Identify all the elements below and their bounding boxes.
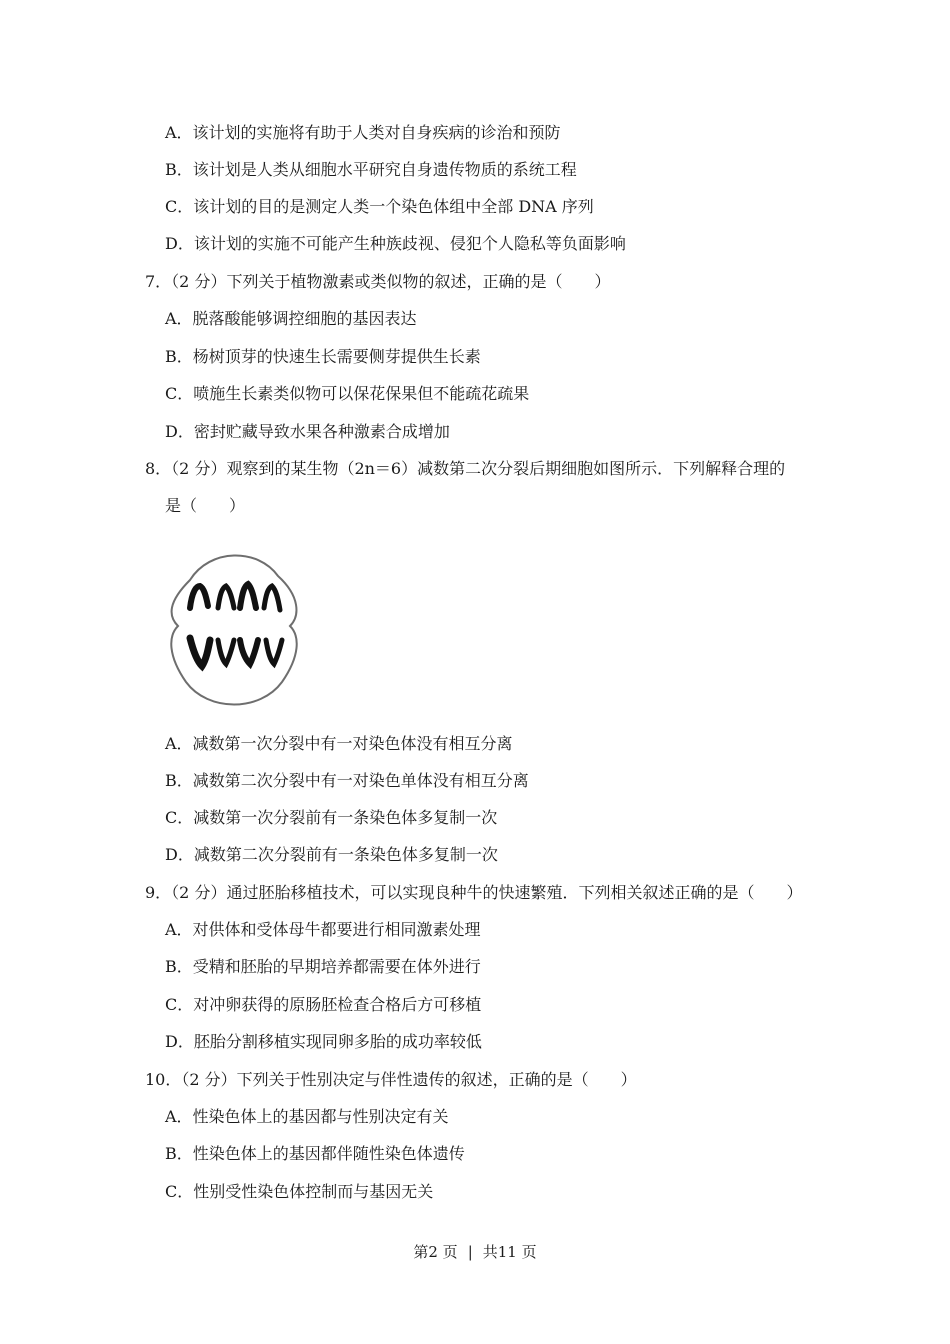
q8-option-b: B．减数第二次分裂中有一对染色单体没有相互分离	[165, 771, 529, 790]
q10-option-b: B．性染色体上的基因都伴随性染色体遗传	[165, 1144, 465, 1163]
page-footer	[0, 1242, 950, 1262]
q7-option-b: B．杨树顶芽的快速生长需要侧芽提供生长素	[165, 347, 481, 366]
q7-option-c: C．喷施生长素类似物可以保花保果但不能疏花疏果	[165, 384, 530, 403]
q8-option-a: A．减数第一次分裂中有一对染色体没有相互分离	[165, 734, 513, 753]
page-total: 共11 页	[482, 1243, 537, 1261]
q9-option-c: C．对冲卵获得的原肠胚检查合格后方可移植	[165, 995, 482, 1014]
q7-option-d: D．密封贮藏导致水果各种激素合成增加	[165, 422, 450, 441]
q8-option-d: D．减数第二次分裂前有一条染色体多复制一次	[165, 845, 498, 864]
q9-title: 9．（2 分）通过胚胎移植技术，可以实现良种牛的快速繁殖．下列相关叙述正确的是（ ）	[145, 883, 803, 902]
q6-option-a: A．该计划的实施将有助于人类对自身疾病的诊治和预防	[165, 123, 561, 142]
cell-membrane	[171, 555, 296, 704]
page-number: 第2 页	[413, 1243, 458, 1261]
q10-option-a: A．性染色体上的基因都与性别决定有关	[165, 1107, 449, 1126]
q10-option-c: C．性别受性染色体控制而与基因无关	[165, 1182, 434, 1201]
q6-option-d: D．该计划的实施不可能产生种族歧视、侵犯个人隐私等负面影响	[165, 234, 626, 253]
q6-option-c: C．该计划的目的是测定人类一个染色体组中全部 DNA 序列	[165, 197, 594, 216]
footer-separator: |	[467, 1243, 473, 1261]
q7-title: 7．（2 分）下列关于植物激素或类似物的叙述，正确的是（ ）	[145, 272, 611, 291]
q9-option-b: B．受精和胚胎的早期培养都需要在体外进行	[165, 957, 481, 976]
cell-division-figure	[160, 536, 308, 718]
q6-option-b: B．该计划是人类从细胞水平研究自身遗传物质的系统工程	[165, 160, 577, 179]
q9-option-a: A．对供体和受体母牛都要进行相同激素处理	[165, 920, 481, 939]
q8-option-c: C．减数第一次分裂前有一条染色体多复制一次	[165, 808, 498, 827]
q10-title: 10．（2 分）下列关于性别决定与伴性遗传的叙述，正确的是（ ）	[145, 1070, 637, 1089]
q8-title-continued: 是（ ）	[165, 496, 246, 515]
q9-option-d: D．胚胎分割移植实现同卵多胎的成功率较低	[165, 1032, 482, 1051]
q8-title: 8．（2 分）观察到的某生物（2n＝6）减数第二次分裂后期细胞如图所示．下列解释合理的	[145, 459, 786, 478]
q7-option-a: A．脱落酸能够调控细胞的基因表达	[165, 309, 417, 328]
